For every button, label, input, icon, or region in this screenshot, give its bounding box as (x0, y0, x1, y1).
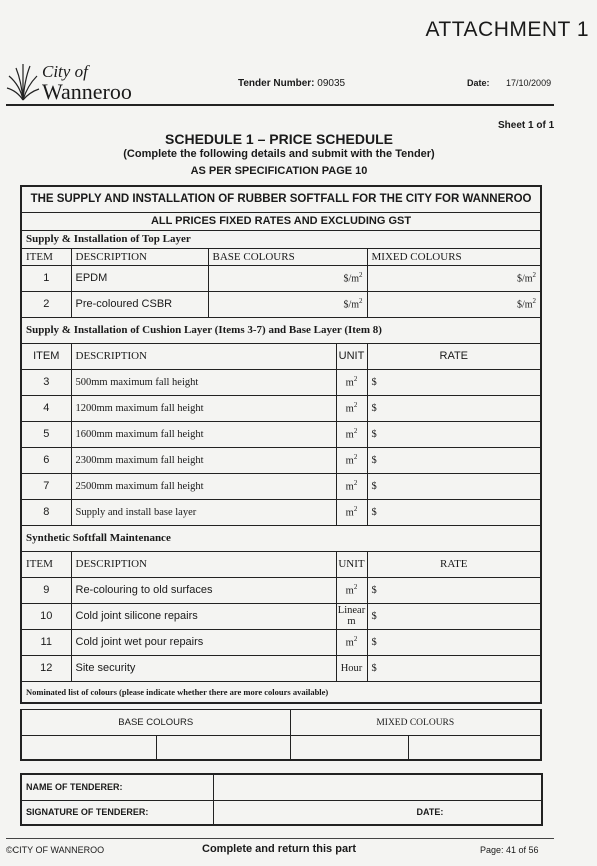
col-header-unit: UNIT (336, 551, 367, 577)
col-header-item: ITEM (21, 248, 71, 265)
dollar-sign: $ (371, 454, 377, 466)
logo-text-city: City of (42, 62, 88, 81)
colours-heading: Nominated list of colours (please indicate whether there are more colours available) (21, 681, 541, 703)
dollar-sign: $ (371, 584, 377, 596)
banner-line1: THE SUPPLY AND INSTALLATION OF RUBBER SOFTFALL FOR THE CITY FOR WANNEROO (21, 186, 541, 212)
footer-copyright: ©CITY OF WANNEROO (6, 845, 105, 855)
item-description: Cold joint wet pour repairs (71, 629, 336, 655)
item-number: 6 (21, 447, 71, 473)
unit-sup: 2 (353, 635, 358, 644)
header-date-value: 17/10/2009 (506, 78, 552, 88)
unit-text: $/m (516, 273, 533, 285)
unit-cell (336, 447, 367, 473)
item-description: Site security (71, 655, 336, 681)
table-row (21, 603, 541, 629)
dollar-sign: $ (371, 402, 377, 414)
mixed-colour-field-2[interactable] (408, 736, 541, 760)
base-colour-price-field[interactable] (208, 291, 367, 317)
mixed-colour-price-field[interactable] (367, 291, 541, 317)
unit-text: m (345, 455, 354, 467)
dollar-sign: $ (371, 662, 377, 674)
logo-text-wanneroo: Wanneroo (42, 79, 132, 104)
unit-sup: 2 (353, 375, 358, 384)
rate-input-field[interactable] (367, 421, 541, 447)
dollar-sign: $ (371, 610, 377, 622)
unit-sup: 2 (353, 479, 358, 488)
base-colour-field-1[interactable] (21, 736, 156, 760)
col-header-unit: UNIT (336, 343, 367, 369)
table-row (21, 369, 541, 395)
unit-sup: 2 (353, 583, 358, 592)
rate-input-field[interactable] (367, 369, 541, 395)
section2-heading: Supply & Installation of Cushion Layer (Items 3-7) and Base Layer (Item 8) (21, 317, 541, 343)
tenderer-table (20, 773, 543, 826)
rate-input-field[interactable] (367, 499, 541, 525)
unit-text: $/m (516, 299, 533, 311)
item-description: 500mm maximum fall height (71, 369, 336, 395)
footer-page-number: Page: 41 of 56 (480, 845, 539, 855)
item-description: Pre-coloured CSBR (71, 291, 208, 317)
col-header-description: DESCRIPTION (71, 343, 336, 369)
unit-text: m (345, 637, 354, 649)
spec-reference: AS PER SPECIFICATION PAGE 10 (190, 165, 368, 177)
rate-input-field[interactable] (367, 395, 541, 421)
base-colour-field-2[interactable] (156, 736, 290, 760)
base-colour-price-field[interactable] (208, 265, 367, 291)
table-row (21, 265, 541, 291)
tender-number (238, 78, 345, 89)
item-number: 11 (21, 629, 71, 655)
section3-heading: Synthetic Softfall Maintenance (21, 525, 541, 551)
table-row (21, 421, 541, 447)
footer-instruction: Complete and return this part (202, 843, 357, 855)
unit-text: m (345, 403, 354, 415)
unit-cell (336, 369, 367, 395)
mixed-colour-field-1[interactable] (290, 736, 408, 760)
col-header-item: ITEM (21, 551, 71, 577)
tenderer-name-label: NAME OF TENDERER: (21, 774, 213, 800)
item-description: Cold joint silicone repairs (71, 603, 336, 629)
col-header-rate: RATE (367, 343, 541, 369)
table-row (21, 629, 541, 655)
dollar-sign: $ (371, 506, 377, 518)
rate-input-field[interactable] (367, 447, 541, 473)
item-number: 1 (21, 265, 71, 291)
col-header-description: DESCRIPTION (71, 248, 208, 265)
col-header-mixed-colours: MIXED COLOURS (367, 248, 541, 265)
col-header-description: DESCRIPTION (71, 551, 336, 577)
city-logo (6, 62, 146, 106)
unit-text: $/m (343, 273, 359, 285)
dollar-sign: $ (371, 376, 377, 388)
col-header-rate: RATE (367, 551, 541, 577)
colours-table (20, 709, 542, 761)
unit-cell (336, 629, 367, 655)
rate-input-field[interactable] (367, 577, 541, 603)
unit-sup: 2 (359, 271, 363, 280)
mixed-colour-price-field[interactable] (367, 265, 541, 291)
schedule-title: SCHEDULE 1 – PRICE SCHEDULE (165, 131, 393, 147)
unit-text: m (345, 507, 354, 519)
unit-sup: 2 (353, 401, 358, 410)
item-number: 4 (21, 395, 71, 421)
unit-sup: 2 (532, 271, 537, 280)
price-schedule-table (20, 185, 542, 704)
tender-number-label: Tender Number: (238, 78, 315, 89)
item-description: Re-colouring to old surfaces (71, 577, 336, 603)
unit-text: m (345, 429, 354, 441)
dollar-sign: $ (371, 636, 377, 648)
unit-sup: 2 (353, 427, 358, 436)
item-description: 1200mm maximum fall height (71, 395, 336, 421)
table-row (21, 291, 541, 317)
unit-cell (336, 473, 367, 499)
item-description: 2500mm maximum fall height (71, 473, 336, 499)
item-number: 8 (21, 499, 71, 525)
item-description: EPDM (71, 265, 208, 291)
unit-sup: 2 (532, 297, 537, 306)
item-number: 10 (21, 603, 71, 629)
unit-cell (336, 395, 367, 421)
mixed-colours-header: MIXED COLOURS (290, 710, 541, 736)
rate-input-field[interactable] (367, 655, 541, 681)
unit-text: $/m (343, 299, 359, 311)
col-header-base-colours: BASE COLOURS (208, 248, 367, 265)
schedule-subtitle: (Complete the following details and submit with the Tender) (123, 148, 435, 160)
unit-sup: 2 (359, 297, 363, 306)
table-row (21, 499, 541, 525)
rate-input-field[interactable] (367, 629, 541, 655)
table-row (21, 395, 541, 421)
banner-line2: ALL PRICES FIXED RATES AND EXCLUDING GST (21, 212, 541, 230)
tenderer-date-label: DATE: (416, 806, 444, 817)
table-row (21, 577, 541, 603)
item-number: 7 (21, 473, 71, 499)
dollar-sign: $ (371, 480, 377, 492)
table-row (21, 473, 541, 499)
footer-rule (6, 838, 554, 839)
item-number: 3 (21, 369, 71, 395)
unit-cell (336, 499, 367, 525)
header-rule (6, 104, 554, 106)
item-description: 1600mm maximum fall height (71, 421, 336, 447)
header-date (467, 78, 551, 88)
unit-sup: 2 (353, 505, 358, 514)
section3-header-row (21, 551, 541, 577)
item-number: 12 (21, 655, 71, 681)
unit-cell: Linear m (337, 605, 366, 627)
unit-cell (336, 577, 367, 603)
table-row (21, 447, 541, 473)
unit-sup: 2 (353, 453, 358, 462)
col-header-item: ITEM (21, 343, 71, 369)
rate-input-field[interactable] (367, 603, 541, 629)
table-row (21, 655, 541, 681)
unit-text: m (345, 377, 354, 389)
dollar-sign: $ (371, 428, 377, 440)
item-number: 2 (21, 291, 71, 317)
header-date-label: Date: (467, 78, 490, 88)
tenderer-name-field[interactable] (213, 774, 542, 800)
section1-heading: Supply & Installation of Top Layer (21, 230, 541, 248)
item-number: 5 (21, 421, 71, 447)
item-description: Supply and install base layer (71, 499, 336, 525)
rate-input-field[interactable] (367, 473, 541, 499)
unit-text: m (345, 585, 354, 597)
section1-header-row (21, 248, 541, 265)
section2-header-row (21, 343, 541, 369)
item-description: 2300mm maximum fall height (71, 447, 336, 473)
grass-tree-icon (6, 62, 40, 102)
base-colours-header: BASE COLOURS (21, 710, 290, 736)
tender-number-value: 09035 (317, 78, 346, 89)
unit-cell (336, 421, 367, 447)
attachment-label: ATTACHMENT 1 (425, 18, 589, 41)
item-number: 9 (21, 577, 71, 603)
unit-text: m (345, 481, 354, 493)
tenderer-signature-field[interactable] (213, 800, 542, 825)
unit-cell: Hour (336, 655, 367, 681)
sheet-label: Sheet 1 of 1 (498, 120, 555, 131)
tenderer-signature-label: SIGNATURE OF TENDERER: (21, 800, 213, 825)
